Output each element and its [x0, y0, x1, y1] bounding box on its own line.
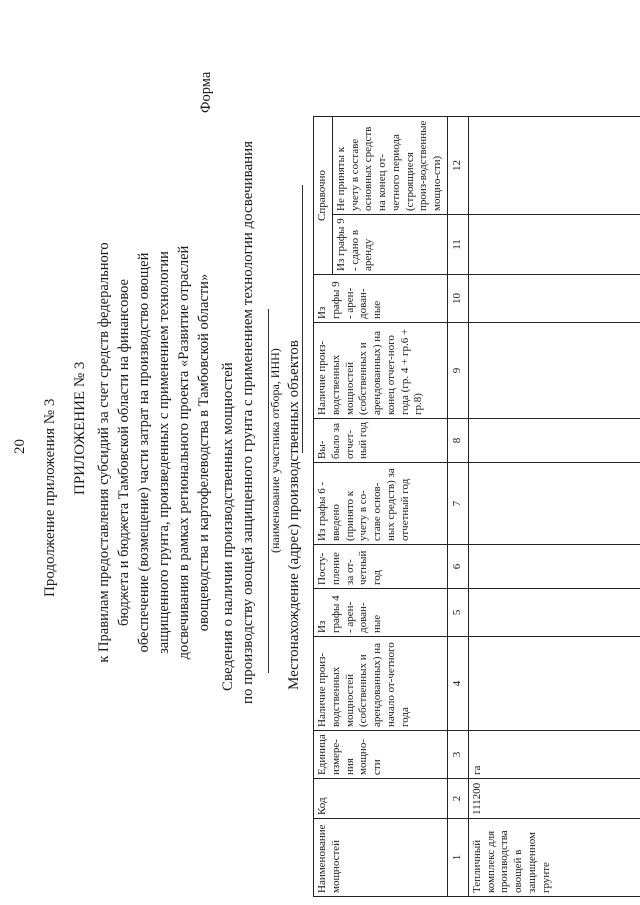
header-retired: Вы-было за отчет-ный год [314, 419, 448, 463]
header-received: Посту-пление за от-четный год [314, 545, 448, 589]
row-code: 111200 [468, 779, 640, 819]
appendix-line: защищенного грунта, произведенных с применением технологии [156, 251, 172, 654]
row-cell [468, 545, 640, 589]
column-number: 5 [447, 589, 468, 637]
header-leased-start: Из графы 4 - арен-дован-ные [314, 589, 448, 637]
header-leased-out: Из графы 9 - сдано в аренду [332, 215, 447, 275]
header-unit: Единица измере-ния мощно-сти [314, 731, 448, 779]
header-reference: Справочно [314, 117, 333, 275]
column-number: 12 [447, 117, 468, 215]
column-number: 11 [447, 215, 468, 275]
row-cell [468, 323, 640, 419]
row-cell [468, 637, 640, 731]
appendix-line: досвечивания в рамках регионального проекта «Развитие отраслей [176, 245, 192, 660]
participant-caption: (наименование участника отбора, ИНН) [268, 348, 282, 553]
continuation-note: Продолжение приложения № 3 [42, 398, 58, 597]
appendix-line: овощеводства и картофелеводства в Тамбовской области» [196, 273, 212, 632]
header-not-accepted: Не приняты к учету в составе основных средств на конец от-четного периода (строящиеся произ-водственные мощно-сти) [332, 117, 447, 215]
header-code: Код [314, 779, 448, 819]
location-label: Местонахождение (адрес) производственных объектов [286, 340, 302, 690]
statement-subtitle: по производству овощей защищенного грунта с применением технологии досвечивания [240, 140, 256, 704]
header-name: Наименование мощностей [314, 819, 448, 897]
column-number: 2 [447, 779, 468, 819]
appendix-line: к Правилам предоставления субсидий за счет средств федерального [96, 242, 112, 663]
appendix-line: бюджета и бюджета Тамбовской области на финансовое [116, 279, 132, 626]
header-start-capacity: Наличие произ-водственных мощностей (собственных и арендованных) на начало от-четного года [314, 637, 448, 731]
header-leased-end: Из графы 9 - арен-дован-ные [314, 275, 448, 323]
row-cell [468, 589, 640, 637]
row-name: Тепличный комплекс для производства овощей в защищенном грунте [468, 819, 640, 897]
appendix-title: ПРИЛОЖЕНИЕ № 3 [72, 361, 88, 495]
page-number: 20 [12, 439, 28, 454]
row-cell [468, 117, 640, 215]
header-introduced: Из графы 6 - введено (принято к учету в со-ставе основ-ных средств) за отчетный год [314, 463, 448, 545]
column-number: 4 [447, 637, 468, 731]
row-cell [468, 275, 640, 323]
location-underline [302, 185, 303, 453]
column-number: 6 [447, 545, 468, 589]
column-number: 1 [447, 819, 468, 897]
column-number: 8 [447, 419, 468, 463]
row-cell [468, 215, 640, 275]
table-row [468, 117, 640, 897]
column-number: 9 [447, 323, 468, 419]
appendix-line: обеспечение (возмещение) части затрат на производство овощей [136, 252, 152, 653]
row-unit: га [468, 731, 640, 779]
capacity-table [313, 116, 640, 897]
statement-title: Сведения о наличии производственных мощностей [220, 362, 236, 691]
column-number: 10 [447, 275, 468, 323]
row-cell [468, 463, 640, 545]
form-label: Форма [198, 71, 214, 113]
header-end-capacity: Наличие произ-водственных мощностей (собственных и арендованных) на конец отчет-ного года (гр. 4 + гр.6 + гр.8) [314, 323, 448, 419]
column-number: 7 [447, 463, 468, 545]
row-cell [468, 419, 640, 463]
column-number: 3 [447, 731, 468, 779]
